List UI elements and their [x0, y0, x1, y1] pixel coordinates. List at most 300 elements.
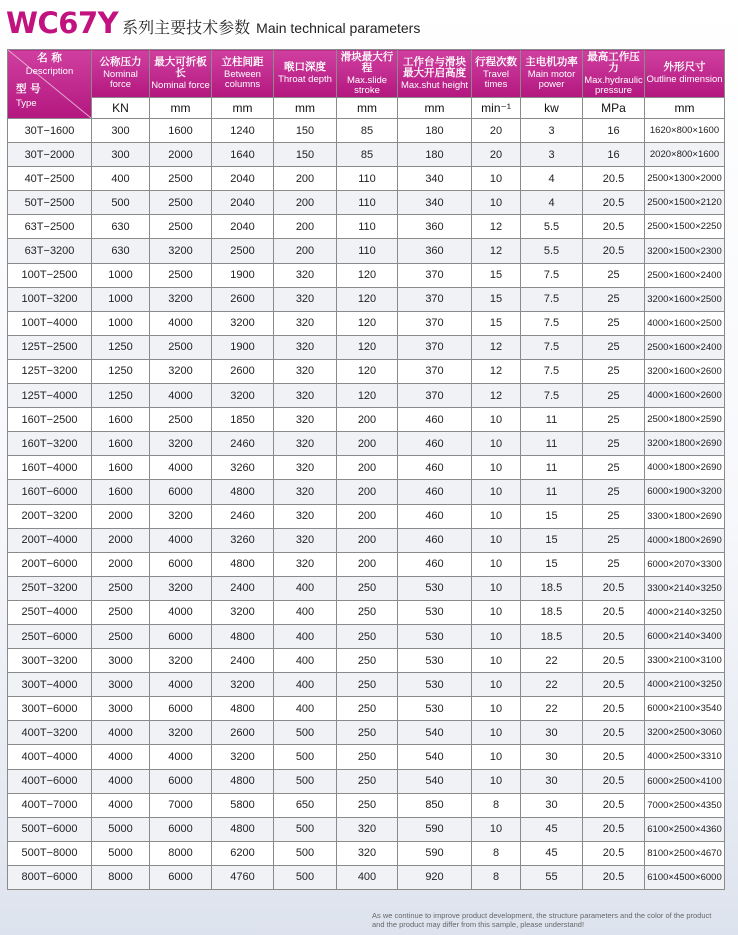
value-cell: 20.5 — [583, 167, 645, 191]
value-cell: 3200 — [212, 745, 274, 769]
value-cell: 400 — [274, 624, 337, 648]
value-cell: 15 — [472, 311, 521, 335]
value-cell: 4000 — [150, 745, 212, 769]
value-cell: 400 — [274, 697, 337, 721]
model-cell: 200T−4000 — [8, 528, 92, 552]
model-cell: 160T−4000 — [8, 456, 92, 480]
value-cell: 1240 — [212, 119, 274, 143]
value-cell: 5.5 — [521, 239, 583, 263]
value-cell: 460 — [398, 456, 472, 480]
column-header — [212, 50, 274, 98]
dimension-cell: 2500×1600×2400 — [645, 335, 725, 359]
value-cell: 45 — [521, 841, 583, 865]
model-cell: 30T−2000 — [8, 143, 92, 167]
value-cell: 320 — [274, 359, 337, 383]
subtitle-english: Main technical parameters — [256, 20, 421, 36]
dimension-cell: 1620×800×1600 — [645, 119, 725, 143]
column-header-cn: 行程次数 — [475, 56, 517, 69]
column-header — [150, 50, 212, 98]
value-cell: 10 — [472, 817, 521, 841]
column-header — [521, 50, 583, 98]
column-header — [274, 50, 337, 98]
value-cell: 3200 — [212, 673, 274, 697]
value-cell: 110 — [337, 239, 398, 263]
value-cell: 2500 — [150, 408, 212, 432]
value-cell: 400 — [274, 576, 337, 600]
dimension-cell: 3200×1500×2300 — [645, 239, 725, 263]
model-cell: 125T−2500 — [8, 335, 92, 359]
value-cell: 2460 — [212, 504, 274, 528]
value-cell: 7.5 — [521, 287, 583, 311]
value-cell: 250 — [337, 745, 398, 769]
value-cell: 3000 — [92, 697, 150, 721]
model-cell: 400T−4000 — [8, 745, 92, 769]
value-cell: 7.5 — [521, 335, 583, 359]
column-header-en: Nominal force — [103, 69, 138, 90]
value-cell: 4000 — [92, 793, 150, 817]
table-row — [8, 335, 725, 359]
model-cell: 160T−3200 — [8, 432, 92, 456]
value-cell: 460 — [398, 528, 472, 552]
value-cell: 20.5 — [583, 817, 645, 841]
dimension-cell: 6100×4500×6000 — [645, 865, 725, 889]
value-cell: 1250 — [92, 335, 150, 359]
corner-model-cn: 型 号 — [16, 83, 41, 95]
value-cell: 20.5 — [583, 745, 645, 769]
value-cell: 4800 — [212, 769, 274, 793]
column-header-en: Max.hydraulic pressure — [584, 74, 643, 96]
value-cell: 3200 — [150, 721, 212, 745]
dimension-cell: 3300×2100×3100 — [645, 649, 725, 673]
value-cell: 10 — [472, 673, 521, 697]
value-cell: 2460 — [212, 432, 274, 456]
value-cell: 1600 — [92, 480, 150, 504]
value-cell: 25 — [583, 432, 645, 456]
table-row — [8, 673, 725, 697]
value-cell: 120 — [337, 311, 398, 335]
value-cell: 10 — [472, 456, 521, 480]
dimension-cell: 6000×1900×3200 — [645, 480, 725, 504]
value-cell: 110 — [337, 191, 398, 215]
value-cell: 25 — [583, 408, 645, 432]
value-cell: 320 — [274, 311, 337, 335]
model-cell: 500T−8000 — [8, 841, 92, 865]
value-cell: 15 — [472, 287, 521, 311]
value-cell: 22 — [521, 697, 583, 721]
column-header — [472, 50, 521, 98]
value-cell: 4800 — [212, 817, 274, 841]
footnote: As we continue to improve product development, the structure parameters and the color of the product and the product may differ from this sample, please understand! — [372, 911, 712, 929]
value-cell: 320 — [274, 480, 337, 504]
dimension-cell: 2500×1500×2250 — [645, 215, 725, 239]
value-cell: 3000 — [92, 649, 150, 673]
table-row — [8, 793, 725, 817]
model-cell: 40T−2500 — [8, 167, 92, 191]
table-row — [8, 480, 725, 504]
value-cell: 2600 — [212, 721, 274, 745]
value-cell: 1600 — [92, 456, 150, 480]
value-cell: 5000 — [92, 841, 150, 865]
value-cell: 460 — [398, 480, 472, 504]
value-cell: 25 — [583, 359, 645, 383]
value-cell: 6000 — [150, 552, 212, 576]
value-cell: 530 — [398, 649, 472, 673]
column-header-en: Between columns — [224, 69, 261, 90]
value-cell: 2500 — [150, 167, 212, 191]
value-cell: 10 — [472, 624, 521, 648]
value-cell: 320 — [274, 504, 337, 528]
dimension-cell: 2500×1800×2590 — [645, 408, 725, 432]
value-cell: 370 — [398, 335, 472, 359]
value-cell: 120 — [337, 263, 398, 287]
value-cell: 2500 — [92, 576, 150, 600]
value-cell: 530 — [398, 697, 472, 721]
table-row — [8, 721, 725, 745]
value-cell: 500 — [274, 841, 337, 865]
value-cell: 2000 — [92, 504, 150, 528]
column-unit: mm — [150, 98, 212, 119]
value-cell: 25 — [583, 263, 645, 287]
value-cell: 3200 — [212, 600, 274, 624]
value-cell: 2000 — [92, 528, 150, 552]
value-cell: 10 — [472, 721, 521, 745]
column-header — [92, 50, 150, 98]
value-cell: 4800 — [212, 624, 274, 648]
dimension-cell: 3200×2500×3060 — [645, 721, 725, 745]
table-row — [8, 311, 725, 335]
value-cell: 4000 — [150, 528, 212, 552]
table-row — [8, 432, 725, 456]
value-cell: 4000 — [92, 769, 150, 793]
column-header-cn: 外形尺寸 — [663, 61, 706, 73]
value-cell: 250 — [337, 624, 398, 648]
value-cell: 200 — [337, 552, 398, 576]
table-body — [8, 119, 725, 890]
value-cell: 5000 — [92, 817, 150, 841]
value-cell: 4800 — [212, 480, 274, 504]
value-cell: 12 — [472, 384, 521, 408]
value-cell: 2500 — [150, 215, 212, 239]
value-cell: 3200 — [150, 649, 212, 673]
dimension-cell: 6100×2500×4360 — [645, 817, 725, 841]
column-header — [645, 50, 725, 98]
value-cell: 10 — [472, 480, 521, 504]
column-header-cn: 最大可折板长 — [154, 55, 207, 79]
value-cell: 85 — [337, 119, 398, 143]
value-cell: 1250 — [92, 359, 150, 383]
model-cell: 125T−3200 — [8, 359, 92, 383]
value-cell: 3 — [521, 119, 583, 143]
value-cell: 5800 — [212, 793, 274, 817]
value-cell: 340 — [398, 191, 472, 215]
value-cell: 320 — [274, 263, 337, 287]
table-row — [8, 215, 725, 239]
value-cell: 2600 — [212, 359, 274, 383]
value-cell: 320 — [274, 408, 337, 432]
table-row — [8, 649, 725, 673]
value-cell: 400 — [274, 673, 337, 697]
value-cell: 920 — [398, 865, 472, 889]
value-cell: 500 — [274, 865, 337, 889]
table-row — [8, 191, 725, 215]
value-cell: 4000 — [150, 600, 212, 624]
value-cell: 2040 — [212, 215, 274, 239]
value-cell: 120 — [337, 335, 398, 359]
value-cell: 15 — [521, 528, 583, 552]
value-cell: 1000 — [92, 287, 150, 311]
value-cell: 110 — [337, 167, 398, 191]
value-cell: 10 — [472, 167, 521, 191]
value-cell: 20.5 — [583, 673, 645, 697]
value-cell: 20.5 — [583, 769, 645, 793]
table-row — [8, 745, 725, 769]
table-row — [8, 167, 725, 191]
column-unit: mm — [645, 98, 725, 119]
value-cell: 250 — [337, 769, 398, 793]
value-cell: 11 — [521, 408, 583, 432]
value-cell: 8 — [472, 865, 521, 889]
value-cell: 12 — [472, 359, 521, 383]
value-cell: 320 — [274, 456, 337, 480]
value-cell: 4800 — [212, 697, 274, 721]
column-unit: mm — [212, 98, 274, 119]
corner-header — [8, 50, 92, 119]
dimension-cell: 3200×1600×2500 — [645, 287, 725, 311]
value-cell: 370 — [398, 287, 472, 311]
value-cell: 85 — [337, 143, 398, 167]
value-cell: 370 — [398, 384, 472, 408]
dimension-cell: 6000×2500×4100 — [645, 769, 725, 793]
value-cell: 55 — [521, 865, 583, 889]
value-cell: 180 — [398, 143, 472, 167]
dimension-cell: 3200×1800×2690 — [645, 432, 725, 456]
value-cell: 320 — [274, 552, 337, 576]
dimension-cell: 2500×1500×2120 — [645, 191, 725, 215]
value-cell: 400 — [274, 600, 337, 624]
column-header-cn: 公称压力 — [99, 56, 142, 69]
value-cell: 540 — [398, 721, 472, 745]
column-header-cn: 最高工作压力 — [587, 50, 640, 74]
header-row — [8, 50, 725, 98]
column-header-en: Max.shut height — [400, 79, 469, 91]
table-row — [8, 143, 725, 167]
column-unit: mm — [274, 98, 337, 119]
value-cell: 3200 — [212, 384, 274, 408]
value-cell: 4000 — [150, 311, 212, 335]
value-cell: 460 — [398, 504, 472, 528]
value-cell: 3200 — [150, 576, 212, 600]
value-cell: 30 — [521, 769, 583, 793]
value-cell: 25 — [583, 528, 645, 552]
value-cell: 3 — [521, 143, 583, 167]
value-cell: 2040 — [212, 167, 274, 191]
value-cell: 110 — [337, 215, 398, 239]
value-cell: 25 — [583, 504, 645, 528]
value-cell: 200 — [274, 215, 337, 239]
model-cell: 200T−3200 — [8, 504, 92, 528]
value-cell: 200 — [337, 504, 398, 528]
column-header-cn: 主电机功率 — [525, 56, 578, 69]
dimension-cell: 6000×2070×3300 — [645, 552, 725, 576]
value-cell: 4 — [521, 167, 583, 191]
value-cell: 320 — [274, 528, 337, 552]
column-unit: mm — [398, 98, 472, 119]
value-cell: 18.5 — [521, 600, 583, 624]
model-cell: 63T−2500 — [8, 215, 92, 239]
model-cell: 300T−6000 — [8, 697, 92, 721]
model-cell: 250T−6000 — [8, 624, 92, 648]
value-cell: 340 — [398, 167, 472, 191]
value-cell: 8 — [472, 841, 521, 865]
value-cell: 2500 — [150, 335, 212, 359]
value-cell: 4000 — [92, 745, 150, 769]
value-cell: 45 — [521, 817, 583, 841]
value-cell: 30 — [521, 745, 583, 769]
value-cell: 1900 — [212, 263, 274, 287]
value-cell: 320 — [337, 817, 398, 841]
column-header-cn: 喉口深度 — [284, 61, 326, 73]
value-cell: 540 — [398, 769, 472, 793]
corner-name-cn: 名 称 — [37, 52, 62, 64]
value-cell: 11 — [521, 432, 583, 456]
value-cell: 25 — [583, 552, 645, 576]
value-cell: 590 — [398, 841, 472, 865]
column-header-cn: 工作台与滑块最大开启高度 — [403, 55, 466, 79]
value-cell: 11 — [521, 480, 583, 504]
value-cell: 200 — [337, 528, 398, 552]
column-unit: MPa — [583, 98, 645, 119]
value-cell: 10 — [472, 745, 521, 769]
value-cell: 250 — [337, 649, 398, 673]
value-cell: 20.5 — [583, 721, 645, 745]
value-cell: 20.5 — [583, 841, 645, 865]
model-cell: 400T−3200 — [8, 721, 92, 745]
value-cell: 20.5 — [583, 624, 645, 648]
value-cell: 3200 — [150, 432, 212, 456]
value-cell: 20 — [472, 119, 521, 143]
table-row — [8, 552, 725, 576]
value-cell: 150 — [274, 143, 337, 167]
value-cell: 120 — [337, 384, 398, 408]
value-cell: 2400 — [212, 649, 274, 673]
value-cell: 6000 — [150, 865, 212, 889]
value-cell: 10 — [472, 504, 521, 528]
value-cell: 25 — [583, 311, 645, 335]
value-cell: 3260 — [212, 528, 274, 552]
table-row — [8, 865, 725, 889]
value-cell: 16 — [583, 119, 645, 143]
value-cell: 18.5 — [521, 576, 583, 600]
value-cell: 6000 — [150, 624, 212, 648]
value-cell: 2500 — [92, 624, 150, 648]
column-header — [398, 50, 472, 98]
value-cell: 250 — [337, 793, 398, 817]
value-cell: 10 — [472, 552, 521, 576]
column-unit: mm — [337, 98, 398, 119]
value-cell: 4760 — [212, 865, 274, 889]
value-cell: 6000 — [150, 817, 212, 841]
value-cell: 10 — [472, 191, 521, 215]
value-cell: 460 — [398, 408, 472, 432]
value-cell: 6000 — [150, 697, 212, 721]
value-cell: 20.5 — [583, 865, 645, 889]
value-cell: 20.5 — [583, 576, 645, 600]
value-cell: 200 — [337, 432, 398, 456]
value-cell: 320 — [337, 841, 398, 865]
dimension-cell: 4000×2100×3250 — [645, 673, 725, 697]
value-cell: 2400 — [212, 576, 274, 600]
table-row — [8, 600, 725, 624]
dimension-cell: 2500×1300×2000 — [645, 167, 725, 191]
value-cell: 4 — [521, 191, 583, 215]
corner-model-en: Type — [16, 98, 37, 109]
table-row — [8, 769, 725, 793]
value-cell: 8 — [472, 793, 521, 817]
table-row — [8, 697, 725, 721]
value-cell: 2600 — [212, 287, 274, 311]
value-cell: 7.5 — [521, 384, 583, 408]
value-cell: 20.5 — [583, 215, 645, 239]
value-cell: 10 — [472, 600, 521, 624]
model-cell: 160T−2500 — [8, 408, 92, 432]
column-header-cn: 立柱间距 — [221, 56, 264, 69]
dimension-cell: 4000×2140×3250 — [645, 600, 725, 624]
value-cell: 200 — [274, 239, 337, 263]
column-header-en: Throat depth — [278, 74, 332, 86]
value-cell: 2500 — [150, 263, 212, 287]
value-cell: 7.5 — [521, 263, 583, 287]
model-cell: 50T−2500 — [8, 191, 92, 215]
column-header-en: Nominal force — [151, 79, 210, 91]
dimension-cell: 4000×1800×2690 — [645, 456, 725, 480]
value-cell: 250 — [337, 576, 398, 600]
value-cell: 590 — [398, 817, 472, 841]
value-cell: 15 — [521, 552, 583, 576]
value-cell: 300 — [92, 143, 150, 167]
value-cell: 7000 — [150, 793, 212, 817]
table-row — [8, 359, 725, 383]
value-cell: 1600 — [150, 119, 212, 143]
value-cell: 540 — [398, 745, 472, 769]
value-cell: 2000 — [92, 552, 150, 576]
value-cell: 16 — [583, 143, 645, 167]
table-row — [8, 263, 725, 287]
value-cell: 320 — [274, 432, 337, 456]
dimension-cell: 6000×2100×3540 — [645, 697, 725, 721]
value-cell: 25 — [583, 456, 645, 480]
value-cell: 360 — [398, 239, 472, 263]
model-cell: 30T−1600 — [8, 119, 92, 143]
value-cell: 460 — [398, 552, 472, 576]
table-row — [8, 239, 725, 263]
value-cell: 30 — [521, 721, 583, 745]
value-cell: 3200 — [150, 359, 212, 383]
value-cell: 650 — [274, 793, 337, 817]
dimension-cell: 4000×1800×2690 — [645, 528, 725, 552]
value-cell: 8000 — [150, 841, 212, 865]
column-unit: KN — [92, 98, 150, 119]
value-cell: 25 — [583, 287, 645, 311]
value-cell: 1600 — [92, 408, 150, 432]
value-cell: 12 — [472, 215, 521, 239]
value-cell: 530 — [398, 624, 472, 648]
value-cell: 4000 — [92, 721, 150, 745]
value-cell: 15 — [521, 504, 583, 528]
value-cell: 20.5 — [583, 649, 645, 673]
value-cell: 500 — [274, 721, 337, 745]
value-cell: 7.5 — [521, 359, 583, 383]
value-cell: 120 — [337, 287, 398, 311]
